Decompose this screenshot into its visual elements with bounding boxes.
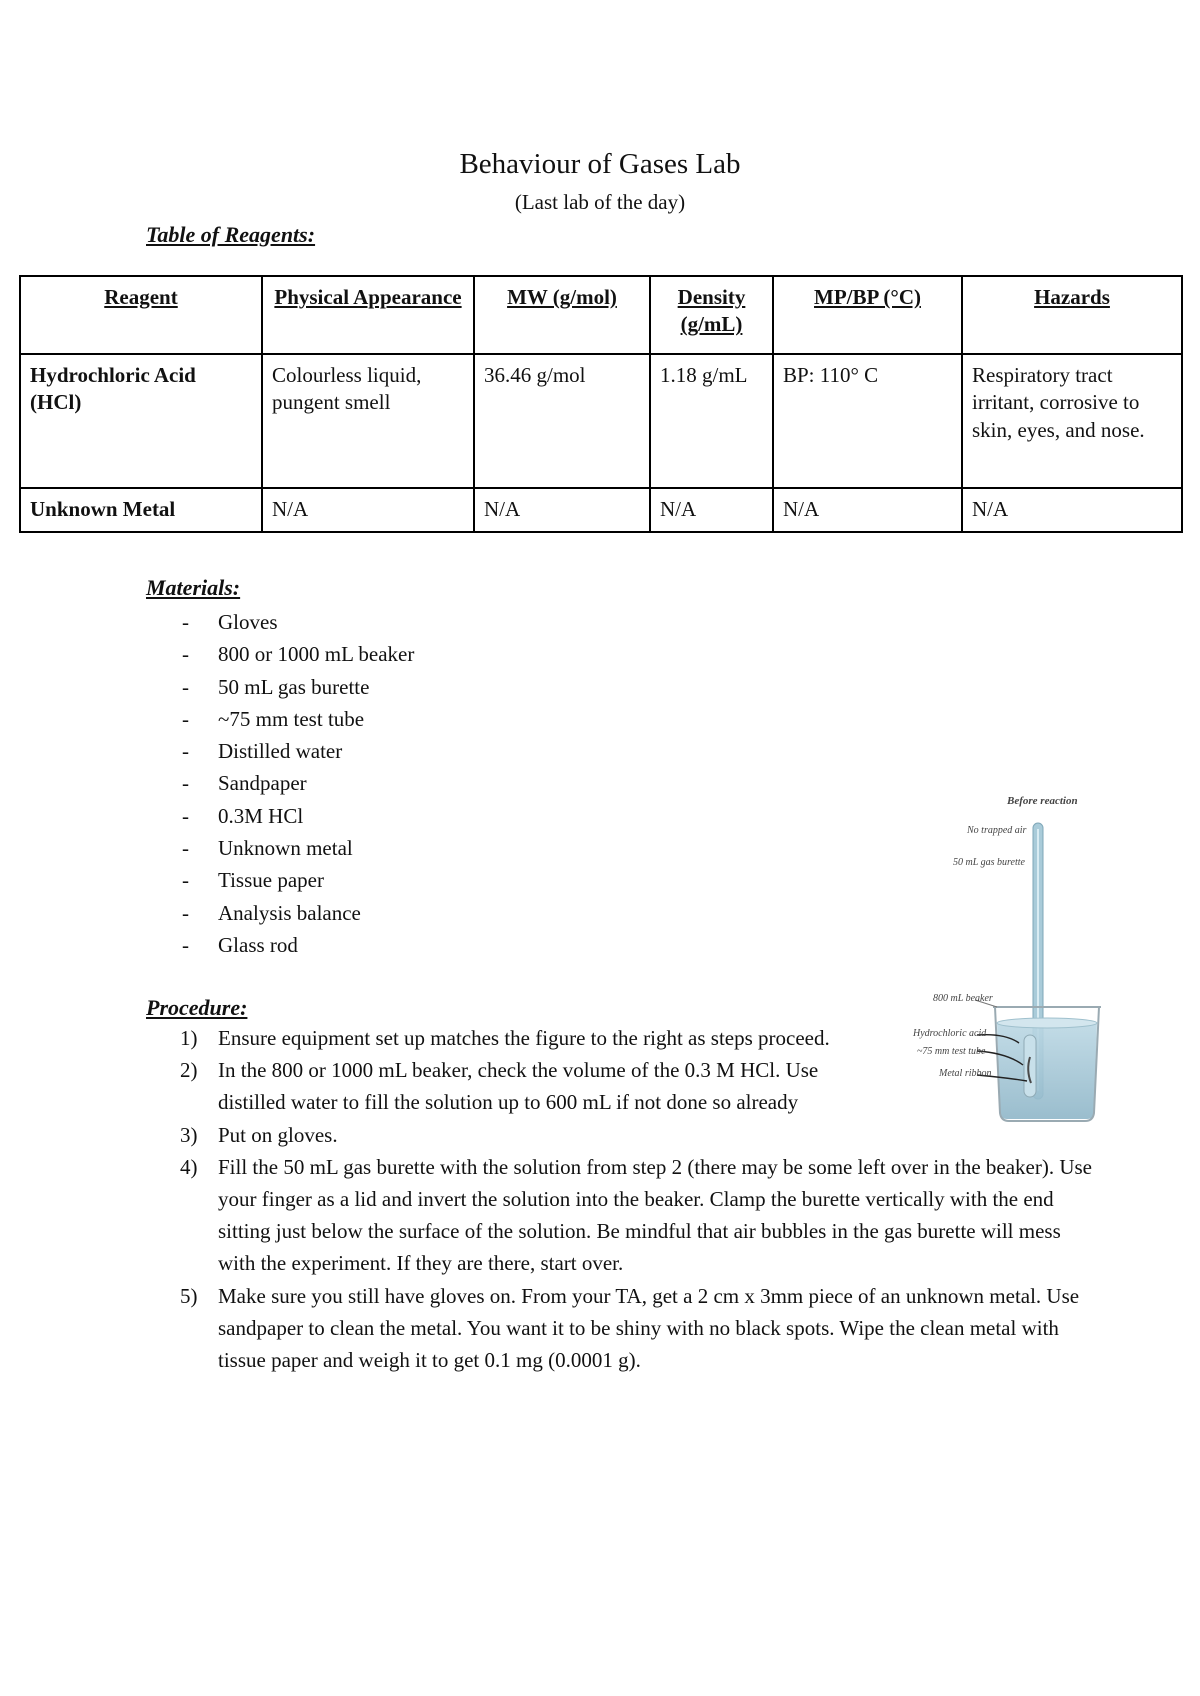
list-item: - Analysis balance (182, 900, 361, 925)
material-item: Analysis balance (218, 900, 361, 925)
list-item: - Gloves (182, 610, 278, 634)
reagents-table (19, 275, 1183, 533)
header-physical-appearance: Physical Appearance (262, 276, 474, 354)
step-text: Make sure you still have gloves on. From your TA, get a 2 cm x 3mm piece of an unknown metal. Use sandpaper to clean the metal. You want it to be shiny with no black spots. Wipe the clean metal with tissue paper and weigh it to get 0.1 mg (0.0001 g). (218, 1283, 1080, 1373)
label-gas-burette: 50 mL gas burette (953, 857, 1025, 868)
label-no-trapped-air: No trapped air (967, 825, 1027, 836)
list-item: - 50 mL gas burette (182, 674, 370, 699)
header-hazards: Hazards (962, 276, 1182, 354)
step-number: 5) (180, 1283, 198, 1308)
material-item: Unknown metal (218, 836, 353, 861)
step-number: 3) (180, 1122, 198, 1147)
reagents-heading: Table of Reagents: (146, 222, 316, 247)
material-item: Sandpaper (218, 771, 307, 796)
figure-title: Before reaction (1007, 795, 1078, 807)
step-number: 2) (180, 1058, 198, 1083)
reagent-appearance: N/A (262, 488, 474, 532)
materials-list (180, 606, 414, 961)
list-item: - Distilled water (182, 739, 343, 764)
table-row (20, 354, 1182, 488)
reagent-mw: 36.46 g/mol (474, 354, 650, 488)
table-row (20, 488, 1182, 532)
label-test-tube: ~75 mm test tube (917, 1046, 986, 1057)
reagent-name: Hydrochloric Acid (HCl) (20, 354, 262, 488)
materials-heading: Materials: (146, 575, 241, 600)
label-acid: Hydrochloric acid (913, 1028, 987, 1039)
list-item: - Unknown metal (182, 836, 353, 861)
reagent-density: N/A (650, 488, 773, 532)
table-header-row (20, 276, 1182, 354)
document-title: Behaviour of Gases Lab (459, 148, 741, 180)
step-text: In the 800 or 1000 mL beaker, check the volume of the 0.3 M HCl. Use distilled water to fill the solution up to 600 mL if not done so already (218, 1058, 819, 1115)
list-item (180, 1280, 1098, 1377)
list-item (180, 1151, 1098, 1280)
material-item: Gloves (218, 610, 278, 634)
list-item (180, 1054, 890, 1118)
document-subtitle: (Last lab of the day) (514, 190, 686, 214)
material-item: 50 mL gas burette (218, 674, 370, 699)
list-item: - ~75 mm test tube (182, 706, 365, 731)
reagent-name: Unknown Metal (20, 488, 262, 532)
step-text: Put on gloves. (218, 1122, 338, 1147)
material-item: Distilled water (218, 739, 343, 764)
reagent-mp-bp: N/A (773, 488, 962, 532)
material-item: 800 or 1000 mL beaker (218, 642, 415, 667)
header-mw: MW (g/mol) (474, 276, 650, 354)
reagent-mw: N/A (474, 488, 650, 532)
header-mp-bp: MP/BP (°C) (773, 276, 962, 354)
list-item: - Tissue paper (182, 868, 324, 893)
step-number: 1) (180, 1026, 198, 1050)
step-text: Fill the 50 mL gas burette with the solution from step 2 (there may be some left over in the beaker). Use your finger as a lid and invert the solution into the beaker. Clamp the burette vertically with the end sitting just below the surface of the solution. Be mindful that air bubbles in the gas burette will mess with the experiment. If they are there, start over. (218, 1154, 1092, 1276)
reagent-mp-bp: BP: 110° C (773, 354, 962, 488)
material-item: Tissue paper (218, 868, 324, 893)
reagent-hazards: Respiratory tract irritant, corrosive to skin, eyes, and nose. (962, 354, 1182, 488)
label-metal-ribbon: Metal ribbon (939, 1068, 992, 1079)
step-text: Ensure equipment set up matches the figure to the right as steps proceed. (218, 1026, 830, 1050)
list-item: - Glass rod (182, 932, 298, 957)
reagent-hazards: N/A (962, 488, 1182, 532)
material-item: Glass rod (218, 932, 298, 957)
reagent-density: 1.18 g/mL (650, 354, 773, 488)
list-item: - Sandpaper (182, 771, 307, 796)
procedure-list (180, 1022, 1098, 1376)
list-item (180, 1022, 890, 1054)
material-item: ~75 mm test tube (218, 706, 365, 731)
label-beaker: 800 mL beaker (933, 993, 993, 1004)
material-item: 0.3M HCl (218, 803, 304, 828)
list-item: - 800 or 1000 mL beaker (182, 642, 415, 667)
procedure-heading: Procedure: (146, 995, 248, 1020)
list-item (180, 1119, 1098, 1151)
header-reagent: Reagent (20, 276, 262, 354)
reagent-appearance: Colourless liquid, pungent smell (262, 354, 474, 488)
header-density: Density (g/mL) (650, 276, 773, 354)
step-number: 4) (180, 1154, 198, 1179)
list-item: - 0.3M HCl (182, 803, 304, 828)
